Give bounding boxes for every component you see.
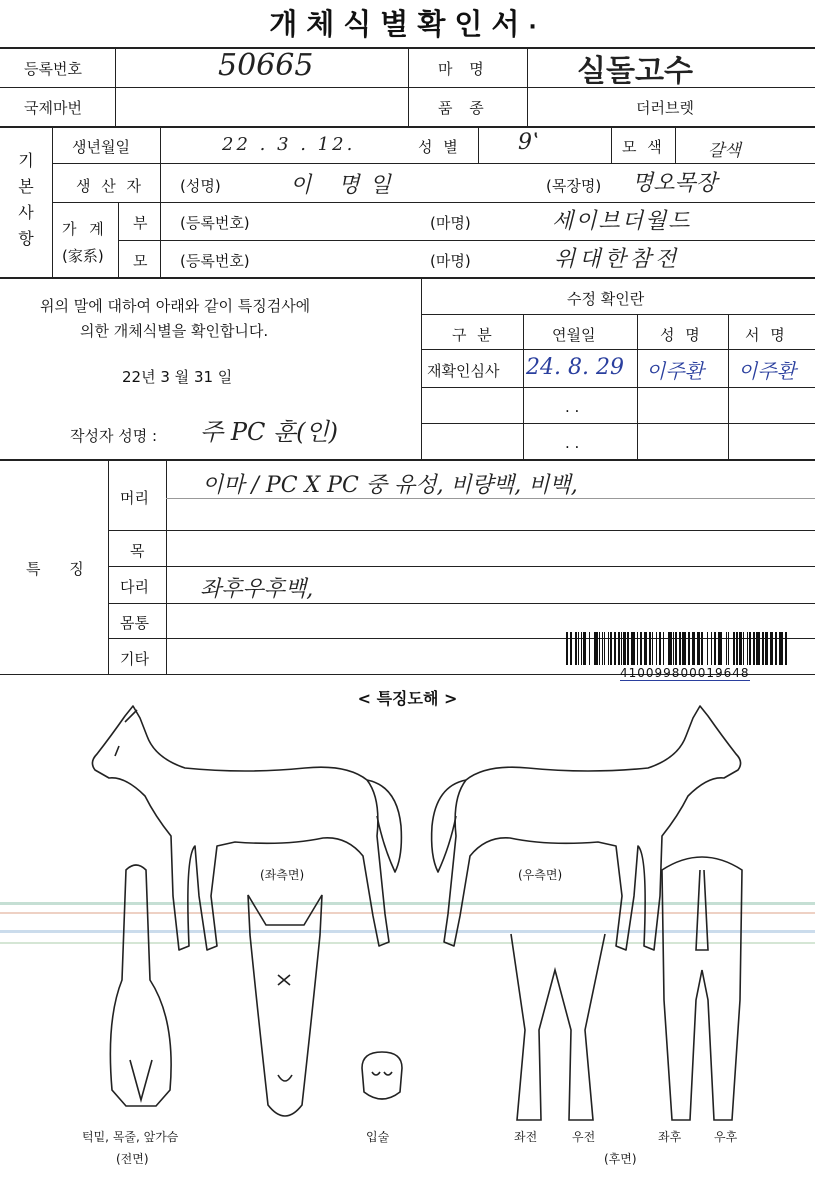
sire-label: 부 — [133, 214, 148, 232]
barcode-bar — [707, 632, 708, 665]
barcode-bar — [759, 632, 760, 665]
front-view-caption: (전면) — [116, 1152, 149, 1166]
col-divider — [478, 127, 479, 164]
barcode-bar — [585, 632, 586, 665]
row-divider — [118, 240, 815, 241]
barcode-bar — [721, 632, 722, 665]
horse-front-chest-icon — [96, 860, 186, 1110]
col-divider — [108, 461, 109, 674]
birth-value: 22 . 3 . 12. — [222, 134, 356, 155]
left-fore-caption: 좌전 — [514, 1130, 538, 1144]
col-divider — [637, 315, 638, 459]
leg-value: 좌후우후백, — [200, 577, 314, 602]
barcode-bar — [697, 632, 699, 665]
col-divider — [408, 48, 409, 126]
barcode-bar — [675, 632, 677, 665]
dam-name-label: (마명) — [430, 252, 471, 270]
barcode-bar — [656, 632, 657, 665]
barcode-bar — [740, 632, 742, 665]
row-divider — [52, 202, 815, 203]
barcode-bar — [728, 632, 729, 665]
sex-value: 9ʽ — [518, 130, 539, 155]
col-divider — [118, 203, 119, 277]
sex-label: 성 별 — [418, 138, 461, 156]
document-title: 개체식별확인서· — [269, 7, 546, 41]
right-hind-caption: 우후 — [714, 1130, 738, 1144]
barcode-bar — [736, 632, 738, 665]
amend-row1-name: 이주환 — [646, 359, 704, 383]
rear-view-caption: (후면) — [604, 1152, 637, 1166]
horse-muzzle-icon — [352, 1048, 412, 1108]
barcode-bar — [596, 632, 598, 665]
col-divider — [160, 127, 161, 164]
barcode-bar — [614, 632, 616, 665]
barcode-bar — [726, 632, 727, 665]
barcode-bar — [663, 632, 664, 665]
intl-no-label: 국제마번 — [24, 99, 82, 117]
producer-name-label: (성명) — [180, 177, 221, 195]
color-value: 갈색 — [708, 141, 741, 161]
breed-value: 더러브렛 — [636, 99, 694, 117]
barcode-bar — [581, 632, 582, 665]
amend-col-name: 성 명 — [660, 326, 703, 344]
amend-row1-type: 재확인심사 — [427, 362, 500, 380]
barcode-bar — [753, 632, 755, 665]
horse-name-label: 마 명 — [438, 60, 490, 78]
amend-row2-date: . . — [565, 398, 580, 416]
row-divider — [421, 423, 815, 424]
barcode-bar — [578, 632, 579, 665]
birth-label: 생년월일 — [72, 138, 130, 156]
row-divider — [52, 163, 815, 164]
barcode-bar — [679, 632, 681, 665]
row-divider — [108, 530, 815, 531]
barcode-bar — [627, 632, 629, 665]
head-value: 이마 / PC X PC 중 유성, 비량백, 비백, — [202, 473, 578, 498]
col-divider — [523, 315, 524, 459]
barcode-bar — [589, 632, 590, 665]
barcode-bar — [685, 632, 686, 665]
writer-signature: 주 PC 훈(인) — [200, 418, 339, 446]
barcode-bar — [786, 632, 787, 665]
barcode-bar — [570, 632, 572, 665]
dam-label: 모 — [133, 252, 148, 270]
amend-col-sign: 서 명 — [745, 326, 788, 344]
col-divider — [527, 48, 528, 126]
neck-label: 목 — [130, 542, 145, 560]
horse-face-icon — [240, 885, 330, 1135]
barcode-bar — [743, 632, 744, 665]
reg-no-value: 50665 — [218, 48, 314, 83]
dam-reg-label: (등록번호) — [180, 252, 250, 270]
sire-reg-label: (등록번호) — [180, 214, 250, 232]
row-divider — [108, 566, 815, 567]
row-divider — [0, 459, 815, 461]
barcode-bar — [702, 632, 703, 665]
leg-label: 다리 — [120, 578, 149, 596]
barcode — [566, 632, 796, 665]
amend-row1-date: 24. 8. 29 — [526, 355, 624, 380]
barcode-bar — [646, 632, 647, 665]
row-divider — [421, 387, 815, 388]
barcode-bar — [694, 632, 695, 665]
confirm-text-2: 의한 개체식별을 확인합니다. — [80, 322, 269, 340]
barcode-bar — [634, 632, 635, 665]
barcode-bar — [604, 632, 605, 665]
head-label: 머리 — [120, 489, 149, 507]
amend-col-type: 구 분 — [452, 326, 495, 344]
reg-no-label: 등록번호 — [24, 60, 82, 78]
barcode-bar — [775, 632, 777, 665]
producer-label: 생 산 자 — [76, 177, 145, 195]
col-divider — [115, 48, 116, 126]
sire-name-value: 세이브더월드 — [552, 209, 692, 234]
writer-label: 작성자 성명 : — [70, 427, 158, 445]
color-label: 모 색 — [622, 138, 665, 156]
features-label: 특 징 — [26, 560, 96, 578]
right-fore-caption: 우전 — [572, 1130, 596, 1144]
body-label: 몸통 — [120, 614, 149, 632]
amend-col-date: 연월일 — [552, 326, 596, 344]
row-divider — [421, 314, 815, 315]
barcode-bar — [762, 632, 764, 665]
breed-label: 품 종 — [438, 99, 490, 117]
sire-name-label: (마명) — [430, 214, 471, 232]
barcode-bar — [688, 632, 690, 665]
diagram-title: < 특징도해 > — [357, 689, 458, 708]
barcode-bar — [599, 632, 600, 665]
col-divider — [675, 127, 676, 164]
barcode-bar — [623, 632, 625, 665]
barcode-bar — [637, 632, 638, 665]
producer-name-value: 이 명일 — [290, 173, 401, 198]
col-divider — [611, 127, 612, 164]
amend-title: 수정 확인란 — [567, 290, 645, 308]
farm-label: (목장명) — [546, 177, 602, 195]
row-divider — [421, 349, 815, 350]
barcode-bar — [749, 632, 751, 665]
lineage-hanja: (家系) — [62, 247, 104, 265]
barcode-bar — [652, 632, 653, 665]
col-divider — [160, 203, 161, 277]
barcode-bar — [660, 632, 661, 665]
col-divider — [166, 461, 167, 674]
barcode-bar — [772, 632, 773, 665]
section-basic-label: 기 본 사 항 — [18, 151, 34, 248]
horse-rear-view-icon — [652, 850, 752, 1130]
barcode-bar — [567, 632, 568, 665]
confirm-date: 22년 3 월 31 일 — [122, 368, 233, 386]
confirm-text-1: 위의 말에 대하여 아래와 같이 특징검사에 — [40, 297, 311, 315]
horse-name-value: 실돌고수 — [577, 54, 693, 89]
dam-name-value: 위대한참전 — [554, 247, 681, 272]
left-side-caption: (좌측면) — [260, 868, 305, 882]
horse-front-legs-icon — [505, 930, 615, 1130]
barcode-bar — [640, 632, 642, 665]
left-hind-caption: 좌후 — [658, 1130, 682, 1144]
amend-row1-sign: 이주환 — [738, 359, 796, 383]
barcode-bar — [611, 632, 612, 665]
right-side-caption: (우측면) — [518, 868, 563, 882]
barcode-number: 410099800019648 — [620, 666, 750, 680]
barcode-bar — [782, 632, 783, 665]
row-divider — [108, 603, 815, 604]
barcode-bar — [715, 632, 716, 665]
col-divider — [421, 279, 422, 459]
muzzle-caption: 입술 — [366, 1130, 390, 1144]
barcode-bar — [670, 632, 672, 665]
front-caption: 턱밑, 목줄, 앞가슴 — [82, 1130, 179, 1144]
row-divider — [0, 277, 815, 279]
col-divider — [160, 164, 161, 202]
etc-label: 기타 — [120, 650, 149, 668]
farm-value: 명오목장 — [632, 171, 718, 196]
lineage-label: 가 계 — [62, 220, 108, 238]
col-divider — [728, 315, 729, 459]
barcode-bar — [766, 632, 768, 665]
barcode-bar — [711, 632, 712, 665]
barcode-bar — [618, 632, 620, 665]
row-divider — [0, 126, 815, 128]
amend-row3-date: . . — [565, 434, 580, 452]
